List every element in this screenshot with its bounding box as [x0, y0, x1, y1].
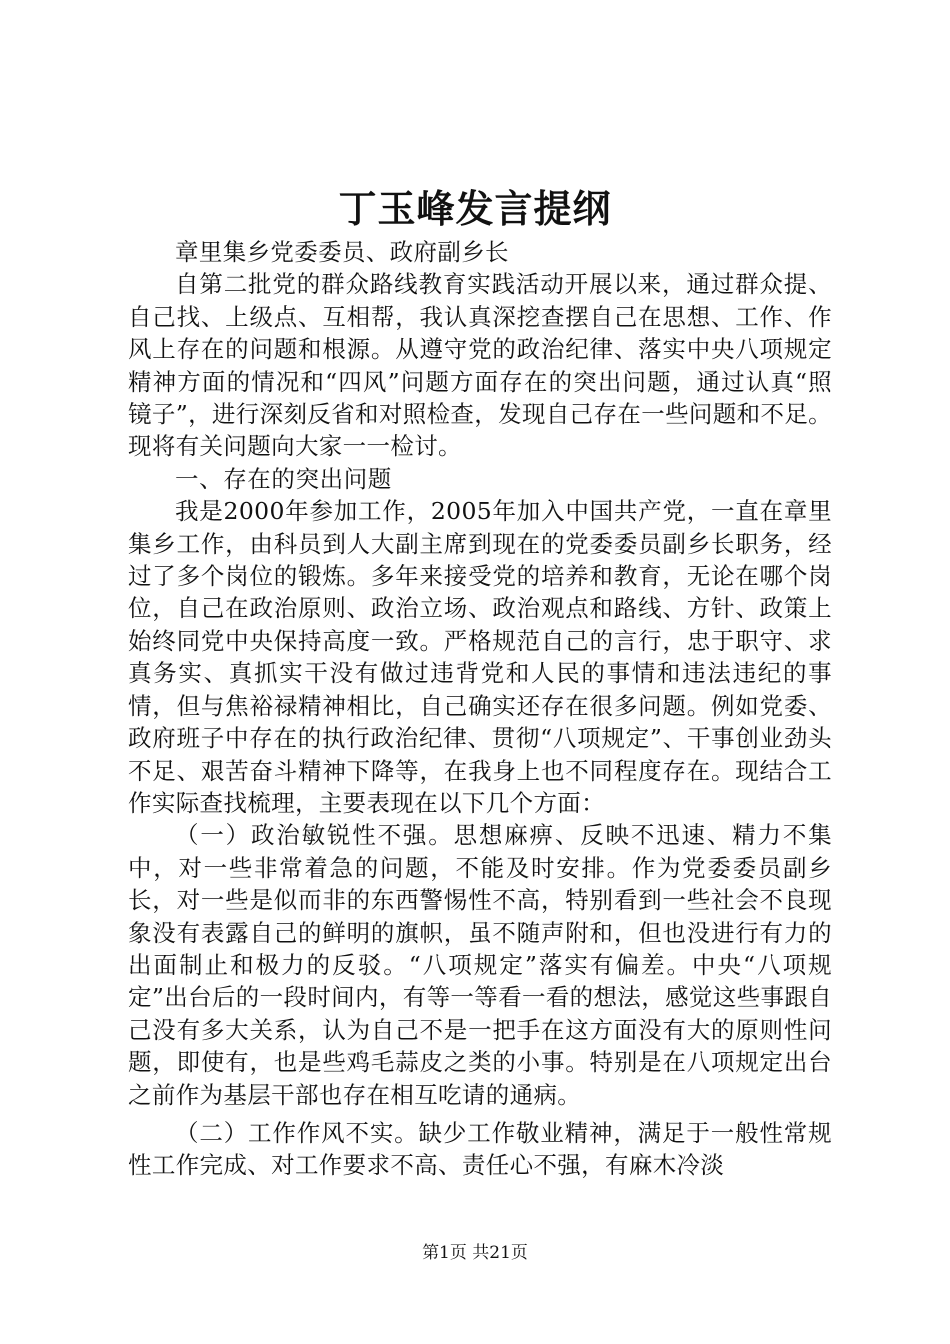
paragraph: （二）工作作风不实。缺少工作敬业精神，满足于一般性常规性工作完成、对工作要求不高、责任心不强，有麻木冷淡 [128, 1118, 832, 1180]
byline: 章里集乡党委委员、政府副乡长 [175, 238, 509, 266]
paragraph: 自第二批党的群众路线教育实践活动开展以来，通过群众提、自己找、上级点、互相帮，我认真深挖查摆自己在思想、工作、作风上存在的问题和根源。从遵守党的政治纪律、落实中央八项规定精神方面的情况和“四风”问题方面存在的突出问题，通过认真“照镜子”，进行深刻反省和对照检查，发现自己存在一些问题和不足。现将有关问题向大家一一检讨。 [128, 270, 833, 461]
section-heading: 一、存在的突出问题 [175, 464, 392, 493]
document-title: 丁玉峰发言提纲 [338, 186, 612, 231]
document-body [128, 236, 832, 1182]
paragraph: （一）政治敏锐性不强。思想麻痹、反映不迅速、精力不集中，对一些非常着急的问题，不能及时安排。作为党委委员副乡长，对一些是似而非的东西警惕性不高，特别看到一些社会不良现象没有表露自己的鲜明的旗帜，虽不随声附和，但也没进行有力的出面制止和极力的反驳。“八项规定”落实有偏差。中央“八项规定”出台后的一段时间内，有等一等看一看的想法，感觉这些事跟自己没有多大关系，认为自己不是一把手在这方面没有大的原则性问题，即使有，也是些鸡毛蒜皮之类的小事。特别是在八项规定出台之前作为基层干部也存在相互吃请的通病。 [128, 821, 833, 1109]
page-footer: 第1页 共21页 [422, 1243, 528, 1263]
paragraph: 我是2000年参加工作，2005年加入中国共产党，一直在章里集乡工作，由科员到人大副主席到现在的党委委员副乡长职务，经过了多个岗位的锻炼。多年来接受党的培养和教育，无论在哪个岗位，自己在政治原则、政治立场、政治观点和路线、方针、政策上始终同党中央保持高度一致。严格规范自己的言行，忠于职守、求真务实、真抓实干没有做过违背党和人民的事情和违法违纪的事情，但与焦裕禄精神相比，自己确实还存在很多问题。例如党委、政府班子中存在的执行政治纪律、贯彻“八项规定”、干事创业劲头不足、艰苦奋斗精神下降等，在我身上也不同程度存在。现结合工作实际查找梳理，主要表现在以下几个方面： [128, 497, 832, 817]
